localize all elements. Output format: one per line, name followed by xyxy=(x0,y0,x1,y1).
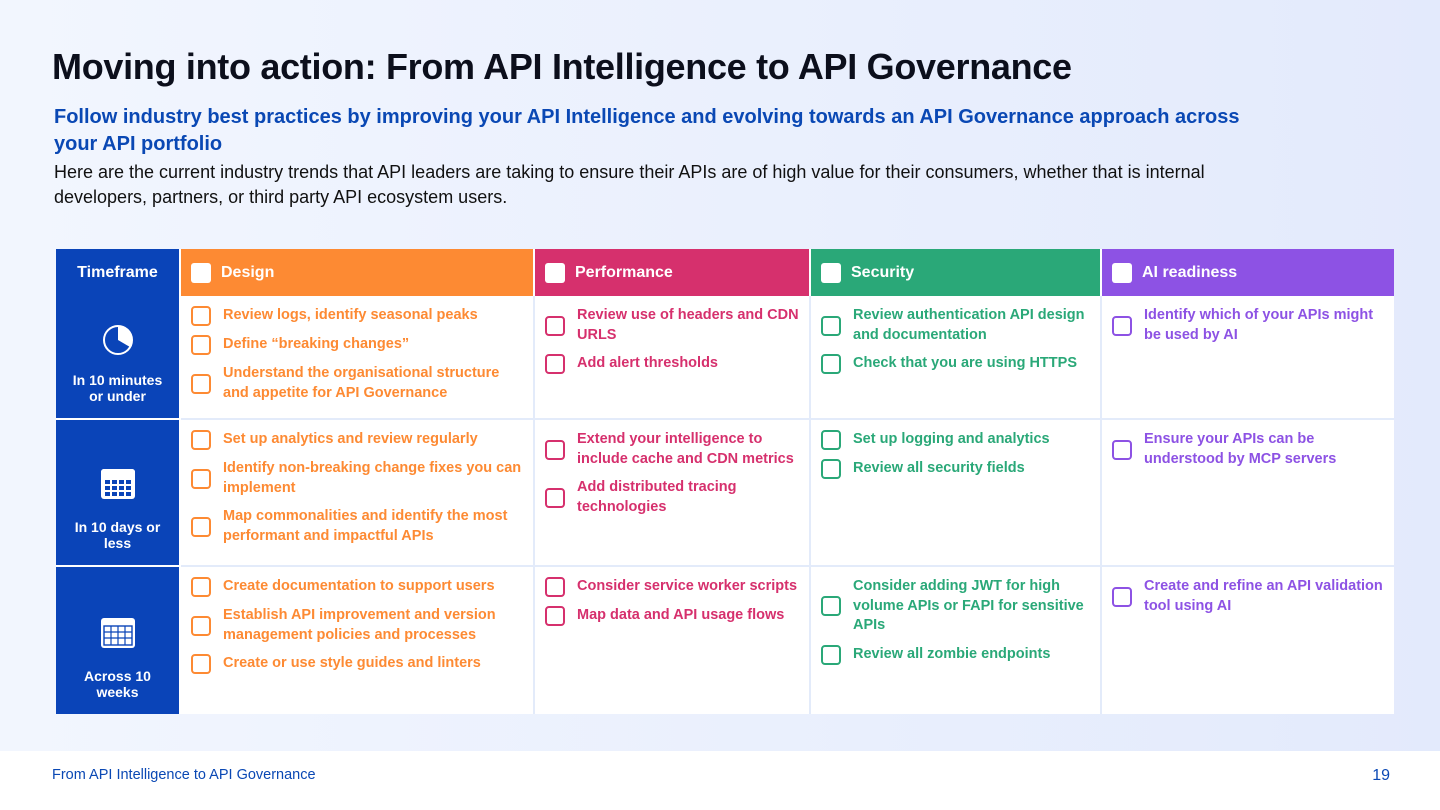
ai-readiness-cell xyxy=(1102,567,1394,714)
header-design xyxy=(181,249,535,296)
page-title: Moving into action: From API Intelligence to API Governance xyxy=(52,46,1072,87)
security-cell xyxy=(811,420,1102,567)
timeframe-10-minutes xyxy=(56,296,181,420)
checkbox-icon[interactable] xyxy=(821,596,841,616)
checkbox-icon xyxy=(821,263,841,283)
checklist-item[interactable]: Add distributed tracing technologies xyxy=(543,478,801,517)
checklist-item[interactable]: Identify which of your APIs might be used by AI xyxy=(1110,306,1386,345)
checklist-item[interactable]: Extend your intelligence to include cache and CDN metrics xyxy=(543,430,801,469)
checklist-item[interactable]: Add alert thresholds xyxy=(543,354,801,374)
checkbox-icon[interactable] xyxy=(821,430,841,450)
checkbox-icon[interactable] xyxy=(191,335,211,355)
header-ai-readiness xyxy=(1102,249,1394,296)
checkbox-icon[interactable] xyxy=(821,645,841,665)
ai-readiness-cell xyxy=(1102,296,1394,420)
checklist-item[interactable]: Define “breaking changes” xyxy=(189,335,525,355)
timeframe-label: Across 10 weeks xyxy=(84,668,151,700)
header-security xyxy=(811,249,1102,296)
header-design-label: Design xyxy=(221,263,275,281)
header-security-label: Security xyxy=(851,263,915,281)
checkbox-icon[interactable] xyxy=(545,316,565,336)
checklist-item[interactable]: Check that you are using HTTPS xyxy=(819,354,1092,374)
checklist-item[interactable]: Understand the organisational structure and appetite for API Governance xyxy=(189,364,525,403)
checklist-item[interactable]: Review use of headers and CDN URLS xyxy=(543,306,801,345)
checkbox-icon xyxy=(191,263,211,283)
checklist-item[interactable]: Identify non-breaking change fixes you can implement xyxy=(189,459,525,498)
checkbox-icon xyxy=(1112,263,1132,283)
checklist-item[interactable]: Consider adding JWT for high volume APIs or FAPI for sensitive APIs xyxy=(819,577,1092,636)
header-performance-label: Performance xyxy=(575,263,673,281)
clock-icon xyxy=(102,324,134,356)
checkbox-icon[interactable] xyxy=(821,354,841,374)
action-table xyxy=(56,249,1394,714)
checkbox-icon[interactable] xyxy=(821,459,841,479)
header-timeframe-label: Timeframe xyxy=(77,263,158,281)
checkbox-icon[interactable] xyxy=(191,616,211,636)
timeframe-10-days xyxy=(56,420,181,567)
checkbox-icon[interactable] xyxy=(545,606,565,626)
checkbox-icon[interactable] xyxy=(545,577,565,597)
security-cell xyxy=(811,296,1102,420)
page-subtitle: Follow industry best practices by improving your API Intelligence and evolving towards an API Governance approach across your API portfolio xyxy=(54,106,1240,155)
checkbox-icon[interactable] xyxy=(191,469,211,489)
checkbox-icon[interactable] xyxy=(545,440,565,460)
checklist-item[interactable]: Review all security fields xyxy=(819,459,1092,479)
checkbox-icon[interactable] xyxy=(191,430,211,450)
timeframe-label: In 10 days or less xyxy=(74,519,161,551)
checklist-item[interactable]: Review authentication API design and documentation xyxy=(819,306,1092,345)
checkbox-icon[interactable] xyxy=(191,577,211,597)
header-ai-label: AI readiness xyxy=(1142,263,1238,281)
checkbox-icon[interactable] xyxy=(191,654,211,674)
checklist-item[interactable]: Create or use style guides and linters xyxy=(189,654,525,674)
checkbox-icon[interactable] xyxy=(191,517,211,537)
checklist-item[interactable]: Review logs, identify seasonal peaks xyxy=(189,306,525,326)
performance-cell xyxy=(535,420,811,567)
security-cell xyxy=(811,567,1102,714)
performance-cell xyxy=(535,296,811,420)
checkbox-icon[interactable] xyxy=(191,306,211,326)
checklist-item[interactable]: Create and refine an API validation tool using AI xyxy=(1110,577,1386,616)
footer xyxy=(0,751,1440,810)
calendar-grid-icon xyxy=(100,617,136,649)
checkbox-icon[interactable] xyxy=(1112,440,1132,460)
performance-cell xyxy=(535,567,811,714)
checkbox-icon[interactable] xyxy=(1112,587,1132,607)
checklist-item[interactable]: Review all zombie endpoints xyxy=(819,645,1092,665)
checkbox-icon xyxy=(545,263,565,283)
header-timeframe xyxy=(56,249,181,296)
header-performance xyxy=(535,249,811,296)
timeframe-10-weeks xyxy=(56,567,181,714)
design-cell xyxy=(181,296,535,420)
checkbox-icon[interactable] xyxy=(821,316,841,336)
checkbox-icon[interactable] xyxy=(545,354,565,374)
footer-text: From API Intelligence to API Governance xyxy=(52,767,316,783)
checklist-item[interactable]: Ensure your APIs can be understood by MCP servers xyxy=(1110,430,1386,469)
checklist-item[interactable]: Set up analytics and review regularly xyxy=(189,430,525,450)
calendar-icon xyxy=(100,468,136,500)
checklist-item[interactable]: Map data and API usage flows xyxy=(543,606,801,626)
checklist-item[interactable]: Set up logging and analytics xyxy=(819,430,1092,450)
checklist-item[interactable]: Establish API improvement and version management policies and processes xyxy=(189,606,525,645)
checklist-item[interactable]: Consider service worker scripts xyxy=(543,577,801,597)
checklist-item[interactable]: Create documentation to support users xyxy=(189,577,525,597)
design-cell xyxy=(181,567,535,714)
checklist-item[interactable]: Map commonalities and identify the most performant and impactful APIs xyxy=(189,507,525,546)
design-cell xyxy=(181,420,535,567)
checkbox-icon[interactable] xyxy=(1112,316,1132,336)
ai-readiness-cell xyxy=(1102,420,1394,567)
checkbox-icon[interactable] xyxy=(191,374,211,394)
timeframe-label: In 10 minutes or under xyxy=(72,372,163,404)
checkbox-icon[interactable] xyxy=(545,488,565,508)
page-number: 19 xyxy=(1372,767,1390,784)
intro-text: Here are the current industry trends that API leaders are taking to ensure their APIs are of high value for their consumers, whether that is internal developers, partners, or third party API ecosystem users. xyxy=(54,162,1205,207)
